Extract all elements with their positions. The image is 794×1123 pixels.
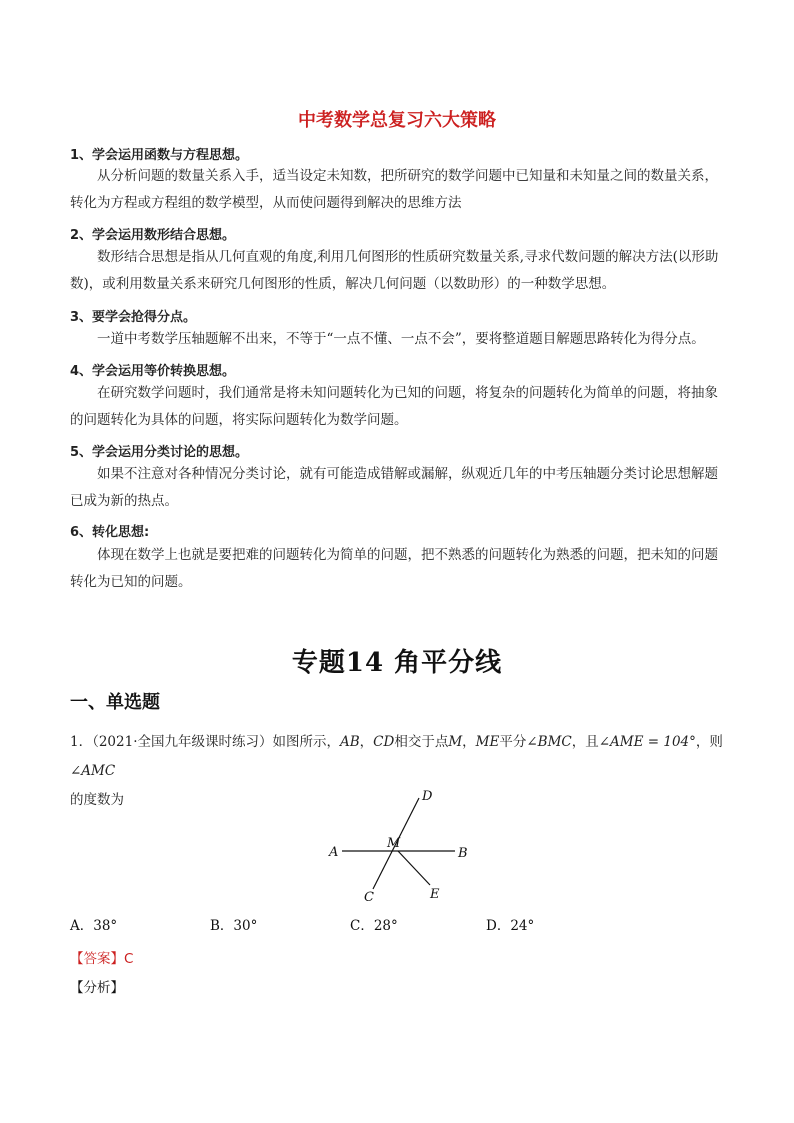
math-angle-ame: ∠AME = 104°: [598, 734, 696, 750]
math-ab: AB: [340, 734, 360, 750]
math-m: M: [448, 734, 463, 750]
section-heading-2: 2、学会运用数形结合思想。: [70, 228, 236, 243]
question-text: ，且: [571, 734, 599, 750]
section-heading-6: 6、转化思想:: [70, 525, 150, 540]
section-heading-4: 4、学会运用等价转换思想。: [70, 364, 236, 379]
label-a: A: [329, 845, 339, 860]
choice-b: B．30°: [210, 918, 258, 934]
answer-label: 【答案】: [70, 951, 124, 967]
question-text: ，则: [695, 734, 723, 750]
section-body-5: 如果不注意对各种情况分类讨论，就有可能造成错解或漏解，纵观近几年的中考压轴题分类讨论思想解题已成为新的热点。: [70, 466, 718, 509]
label-b: B: [458, 846, 468, 861]
section-heading-1: 1、学会运用函数与方程思想。: [70, 148, 249, 163]
math-cd: CD: [373, 734, 395, 750]
label-c: C: [364, 890, 374, 905]
section-body-1: 从分析问题的数量关系入手，适当设定未知数，把所研究的数学问题中已知量和未知量之间的数量关系，转化为方程或方程组的数学模型，从而使问题得到解决的思维方法: [70, 168, 718, 211]
section-body-2: 数形结合思想是指从几何直观的角度,利用几何图形的性质研究数量关系,寻求代数问题的解决方法(以形助数)，或利用数量关系来研究几何图形的性质，解决几何问题（以数助形）的一种数学思想。: [70, 249, 719, 292]
question-text: 平分: [499, 734, 527, 750]
section-body-4: 在研究数学问题时，我们通常是将未知问题转化为已知的问题，将复杂的问题转化为简单的问题，将抽象的问题转化为具体的问题，将实际问题转化为数学问题。: [70, 385, 718, 428]
question-source: （2021·全国九年级课时练习）: [92, 734, 273, 750]
label-m: M: [387, 836, 401, 851]
choice-d: D．24°: [486, 918, 535, 934]
topic-title: 专题14 角平分线: [291, 648, 503, 678]
section-body-3: 一道中考数学压轴题解不出来，不等于“一点不懂、一点不会”，要将整道题目解题思路转化为得分点。: [97, 331, 705, 347]
math-angle-amc: ∠AMC: [70, 763, 116, 779]
question-sep: ，: [359, 734, 374, 750]
math-me: ME: [475, 734, 500, 750]
line-me: [398, 851, 430, 885]
label-d: D: [422, 789, 433, 804]
question-text: 如图所示，: [272, 734, 340, 750]
choice-a: A．38°: [70, 918, 118, 934]
answer-row: [70, 947, 133, 967]
math-angle-bmc: ∠BMC: [526, 734, 572, 750]
part-title: 一、单选题: [70, 692, 160, 713]
question-sep: ，: [462, 734, 476, 750]
section-heading-3: 3、要学会抢得分点。: [70, 310, 197, 325]
answer-value: C: [124, 951, 134, 967]
page-title: 中考数学总复习六大策略: [298, 110, 496, 131]
question-text: 的度数为: [70, 792, 124, 808]
question-text: 相交于点: [394, 734, 449, 750]
question-number: 1．: [70, 734, 93, 750]
geometry-figure: [320, 780, 490, 910]
label-e: E: [430, 887, 440, 902]
section-heading-5: 5、学会运用分类讨论的思想。: [70, 445, 249, 460]
analysis-label: 【分析】: [70, 980, 124, 996]
choice-c: C．28°: [350, 918, 398, 934]
section-body-6: 体现在数学上也就是要把难的问题转化为简单的问题，把不熟悉的问题转化为熟悉的问题，把未知的问题转化为已知的问题。: [70, 547, 718, 590]
